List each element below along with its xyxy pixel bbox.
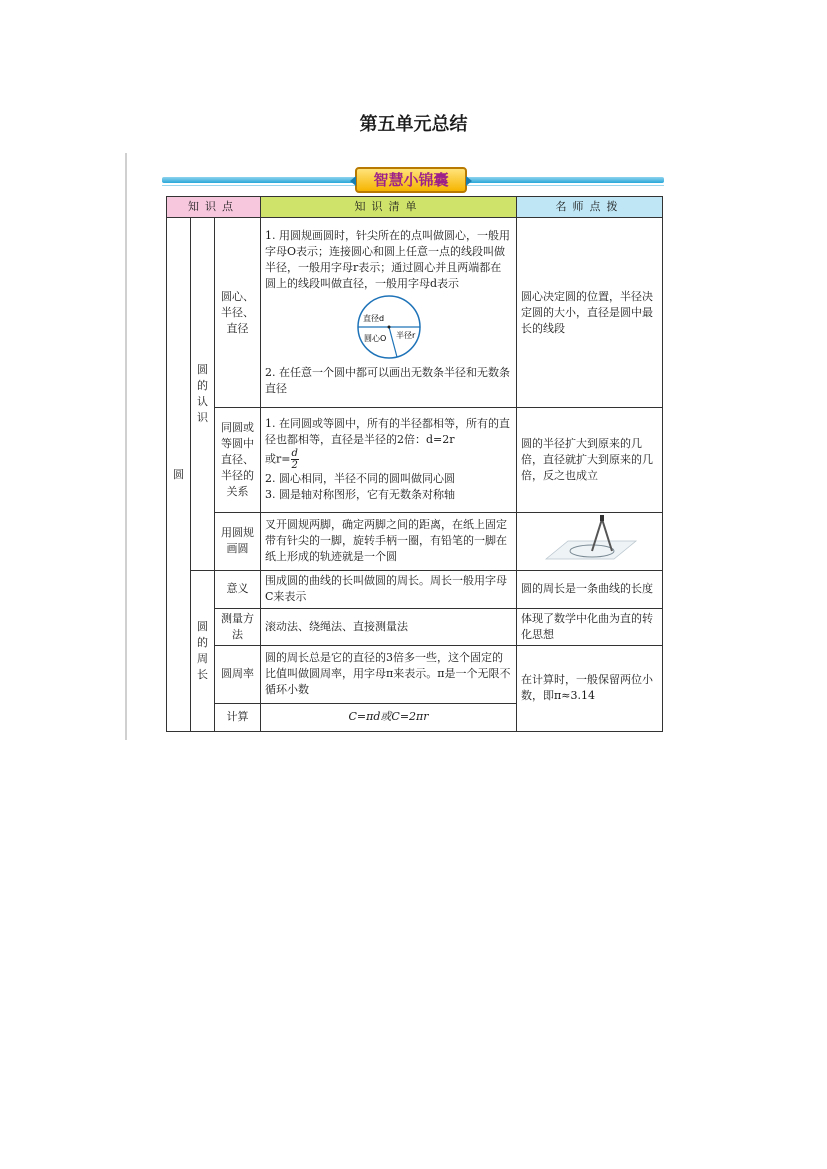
row-label-meaning: 意义 — [215, 570, 261, 608]
cell-pi: 圆的周长总是它的直径的3倍多一些，这个固定的比值叫做圆周率，用字母π来表示。π是一个无限不循环小数 — [261, 645, 517, 703]
relation-formula — [265, 448, 512, 471]
table-row — [167, 408, 663, 512]
category-circle: 圆 — [167, 218, 191, 732]
tip-center-radius: 圆心决定圆的位置，半径决定圆的大小，直径是圆中最长的线段 — [517, 218, 663, 408]
page-title: 第五单元总结 — [359, 114, 468, 135]
compass-illustration-cell — [517, 512, 663, 570]
group-circumference: 圆的周长 — [191, 570, 215, 731]
cell-draw: 叉开圆规两脚，确定两脚之间的距离，在纸上固定带有针尖的一脚，旋转手柄一圈，有铅笔的一脚在纸上形成的轨迹就是一个圆 — [261, 512, 517, 570]
center-radius-item-1: 1. 用圆规画圆时，针尖所在的点叫做圆心，一般用字母O表示；连接圆心和圆上任意一点的线段叫做半径，一般用字母r表示；通过圆心并且两端都在圆上的线段叫做直径，一般用字母d表示 — [265, 229, 511, 291]
circle-diagram — [265, 292, 512, 365]
row-label-measure: 测量方法 — [215, 608, 261, 645]
table-row — [167, 512, 663, 570]
diameter-label: 直径d — [362, 314, 384, 324]
compass-illustration — [540, 515, 640, 563]
center-label: 圆心O — [363, 334, 386, 344]
table-row — [167, 218, 663, 408]
cell-center-radius — [261, 218, 517, 408]
compass-handle — [600, 515, 604, 521]
group-recognition: 圆的认识 — [191, 218, 215, 571]
row-label-center-radius: 圆心、半径、直径 — [215, 218, 261, 408]
relation-item-3: 3. 圆是轴对称图形，它有无数条对称轴 — [265, 488, 456, 502]
center-point — [387, 326, 390, 329]
relation-or-text: 或r= — [265, 452, 291, 466]
row-label-relation: 同圆或等圆中直径、半径的关系 — [215, 408, 261, 512]
paper-plane — [546, 541, 636, 559]
fraction-denominator: 2 — [291, 460, 298, 472]
cell-calc: C=πd或C=2πr — [261, 703, 517, 731]
row-label-draw: 用圆规画圆 — [215, 512, 261, 570]
margin-rule — [125, 153, 127, 740]
circle-diagram-svg — [351, 294, 427, 360]
banner-badge: 智慧小锦囊 — [355, 167, 467, 193]
center-radius-item-2: 2. 在任意一个圆中都可以画出无数条半径和无数条直径 — [265, 366, 511, 396]
table-row — [167, 570, 663, 608]
table-row — [167, 645, 663, 703]
row-label-calc: 计算 — [215, 703, 261, 731]
fraction — [291, 448, 299, 471]
header-teacher-tips: 名师点拨 — [517, 197, 663, 218]
relation-item-2: 2. 圆心相同，半径不同的圆叫做同心圆 — [265, 472, 456, 486]
relation-item-1: 1. 在同圆或等圆中，所有的半径都相等，所有的直径也都相等，直径是半径的2倍：d=2r — [265, 417, 511, 447]
header-knowledge-list: 知识清单 — [261, 197, 517, 218]
tip-relation: 圆的半径扩大到原来的几倍，直径就扩大到原来的几倍，反之也成立 — [517, 408, 663, 512]
row-label-pi: 圆周率 — [215, 645, 261, 703]
fraction-numerator: d — [291, 448, 298, 460]
knowledge-table — [166, 196, 663, 732]
cell-relation — [261, 408, 517, 512]
radius-label: 半径r — [395, 331, 415, 341]
cell-meaning: 围成圆的曲线的长叫做圆的周长。周长一般用字母C来表示 — [261, 570, 517, 608]
header-knowledge-point: 知识点 — [167, 197, 261, 218]
table-row — [167, 608, 663, 645]
tip-measure: 体现了数学中化曲为直的转化思想 — [517, 608, 663, 645]
tip-meaning: 圆的周长是一条曲线的长度 — [517, 570, 663, 608]
table-header-row — [167, 197, 663, 218]
cell-measure: 滚动法、绕绳法、直接测量法 — [261, 608, 517, 645]
tip-pi: 在计算时，一般保留两位小数，即π≈3.14 — [517, 645, 663, 731]
